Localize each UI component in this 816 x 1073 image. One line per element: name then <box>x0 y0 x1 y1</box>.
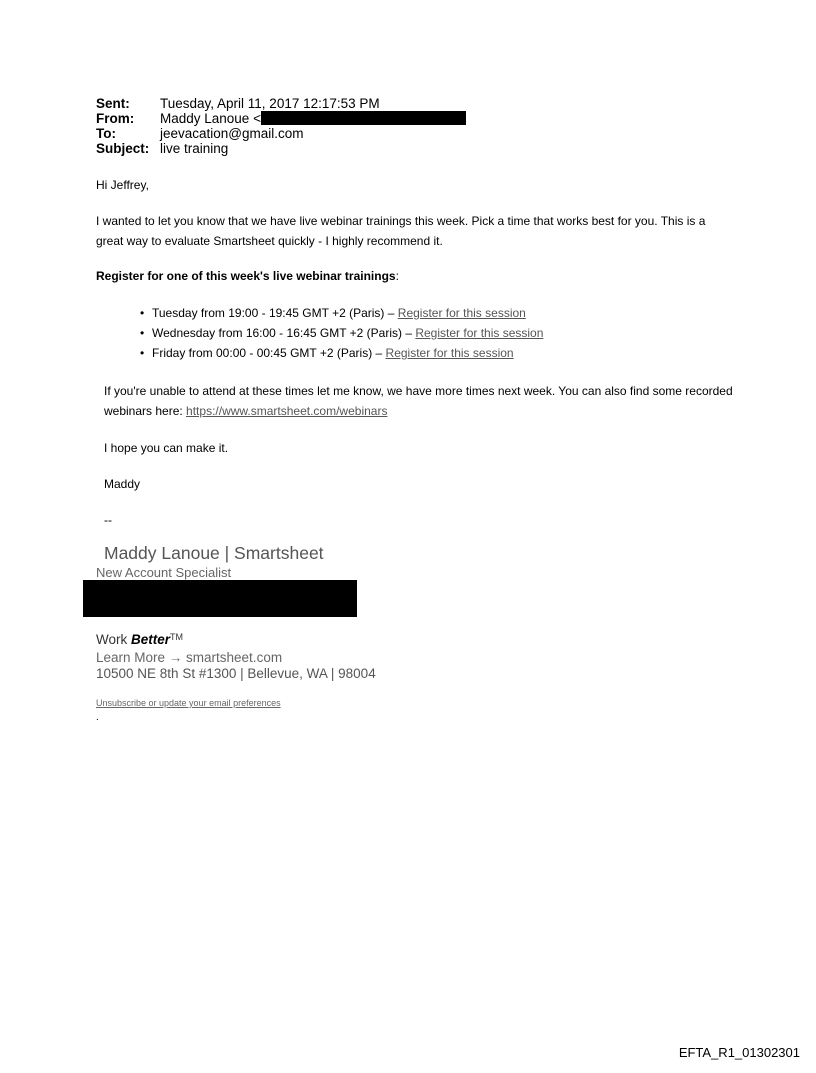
signoff-name: Maddy <box>104 477 141 491</box>
unsubscribe-link[interactable]: Unsubscribe or update your email preferences <box>96 698 281 708</box>
sent-value: Tuesday, April 11, 2017 12:17:53 PM <box>160 96 380 111</box>
register-heading <box>96 266 399 286</box>
unable-text: If you're unable to attend at these times let me know, we have more times next week. You can also find some recorded webinars here: <box>104 384 733 418</box>
greeting: Hi Jeffrey, <box>96 178 149 192</box>
unable-paragraph <box>104 381 734 421</box>
session-item <box>140 343 543 363</box>
session-text: Wednesday from 16:00 - 16:45 GMT +2 (Paris) – <box>152 326 416 340</box>
subject-row <box>96 141 466 156</box>
to-value: jeevacation@gmail.com <box>160 126 304 141</box>
work-better-tagline <box>96 632 183 647</box>
webinars-link[interactable]: https://www.smartsheet.com/webinars <box>186 404 388 418</box>
from-value: Maddy Lanoue < <box>160 111 261 126</box>
from-redaction-bar <box>261 111 466 125</box>
learn-more-link[interactable]: Learn More → smartsheet.com <box>96 650 283 665</box>
session-text: Friday from 00:00 - 00:45 GMT +2 (Paris) – <box>152 346 386 360</box>
sent-label: Sent: <box>96 96 130 111</box>
session-item <box>140 303 543 323</box>
register-session-link[interactable]: Register for this session <box>385 346 514 360</box>
signature-name: Maddy Lanoue | Smartsheet <box>104 543 324 563</box>
register-heading-colon: : <box>395 269 399 283</box>
company-address: 10500 NE 8th St #1300 | Bellevue, WA | 98004 <box>96 666 376 681</box>
session-item <box>140 323 543 343</box>
session-list <box>140 303 543 363</box>
better-text: Better <box>131 632 171 647</box>
register-session-link[interactable]: Register for this session <box>397 306 526 320</box>
subject-value: live training <box>160 141 229 156</box>
signature-redaction-bar <box>83 580 357 617</box>
signature-title: New Account Specialist <box>96 565 232 580</box>
from-label: From: <box>96 111 135 126</box>
to-label: To: <box>96 126 116 141</box>
trailing-dot: . <box>96 712 99 723</box>
bullet-icon: • <box>140 326 145 340</box>
trademark-mark: TM <box>170 632 184 642</box>
to-row <box>96 126 466 141</box>
register-heading-text: Register for one of this week's live webinar trainings <box>96 269 396 283</box>
from-row <box>96 111 466 126</box>
bullet-icon: • <box>140 306 145 320</box>
signature-separator: -- <box>104 513 112 527</box>
document-id: EFTA_R1_01302301 <box>678 1045 800 1060</box>
subject-label: Subject: <box>96 141 150 156</box>
hope-line: I hope you can make it. <box>104 441 229 455</box>
intro-paragraph: I wanted to let you know that we have live webinar trainings this week. Pick a time that works best for you. This is a great way to evaluate Smartsheet quickly - I highly recommend it. <box>96 214 706 248</box>
email-header <box>96 96 466 156</box>
session-text: Tuesday from 19:00 - 19:45 GMT +2 (Paris) – <box>152 306 398 320</box>
register-session-link[interactable]: Register for this session <box>415 326 544 340</box>
bullet-icon: • <box>140 346 145 360</box>
work-text: Work <box>96 632 132 647</box>
sent-row <box>96 96 466 111</box>
